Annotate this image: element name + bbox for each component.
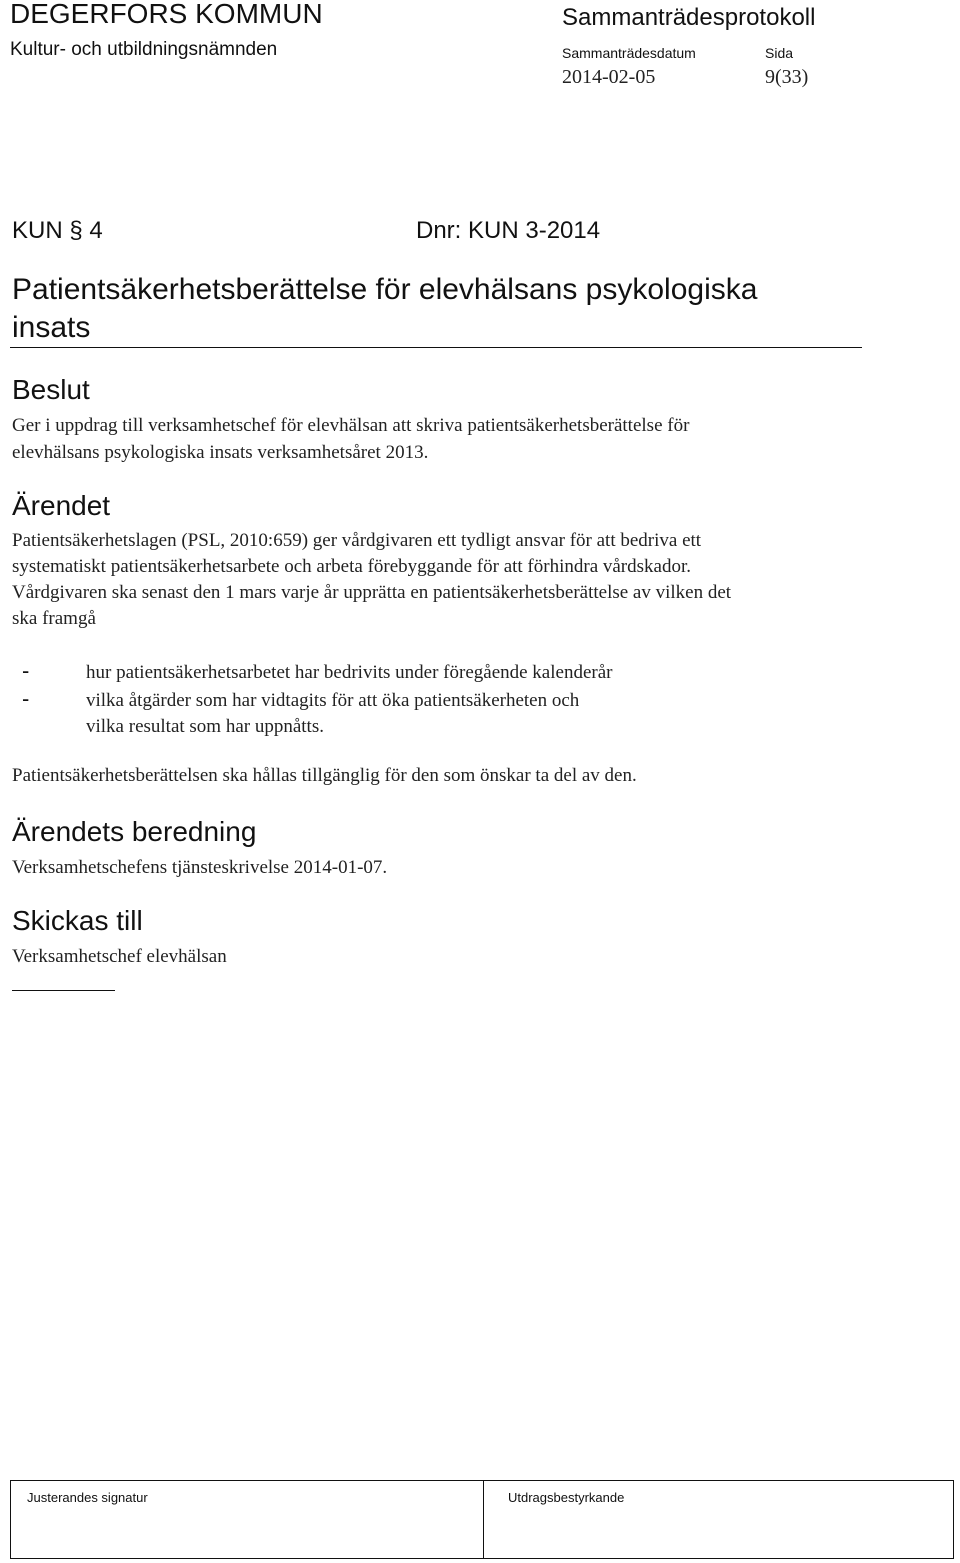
section-heading-beslut: Beslut [12,374,90,405]
page-label: Sida [765,45,794,61]
meeting-date-value: 2014-02-05 [562,66,656,88]
adjuster-signature-label: Justerandes signatur [27,1490,148,1505]
municipality-name: DEGERFORS KOMMUN [10,0,323,29]
arendet-line: ska framgå [12,608,96,629]
bullet-marker: - [22,658,30,683]
extract-certification-label: Utdragsbestyrkande [508,1490,625,1505]
arendet-line: Patientsäkerhetslagen (PSL, 2010:659) ger vårdgivaren ett tydligt ansvar för att bedriva ett [12,530,702,551]
page-number-value: 9(33) [765,66,809,88]
signature-box-divider [483,1481,484,1558]
item-dnr: Dnr: KUN 3-2014 [416,217,601,244]
skickas-till-text: Verksamhetschef elevhälsan [12,946,227,967]
section-heading-arendet: Ärendet [12,490,111,521]
item-title-line-1: Patientsäkerhetsberättelse för elevhälsans psykologiska [12,273,758,306]
arendet-line: systematiskt patientsäkerhetsarbete och arbeta förebyggande för att förhindra vårdskador. [12,556,691,577]
arendet-closing: Patientsäkerhetsberättelsen ska hållas tillgänglig för den som önskar ta del av den. [12,765,637,786]
item-number: KUN § 4 [12,217,103,244]
document-type: Sammanträdesprotokoll [562,4,816,31]
section-heading-beredning: Ärendets beredning [12,816,257,847]
arendet-line: Vårdgivaren ska senast den 1 mars varje år upprätta en patientsäkerhetsberättelse av vilken det [12,582,732,603]
end-rule [12,990,115,991]
bullet-marker: - [22,686,30,711]
bullet-item-text: hur patientsäkerhetsarbetet har bedrivits under föregående kalenderår [86,662,613,683]
beslut-line: Ger i uppdrag till verksamhetschef för elevhälsan att skriva patientsäkerhetsberättelse för [12,415,690,436]
item-title-line-2: insats [12,311,91,344]
beredning-text: Verksamhetschefens tjänsteskrivelse 2014-01-07. [12,857,388,878]
committee-name: Kultur- och utbildningsnämnden [10,39,278,60]
section-heading-skickas-till: Skickas till [12,905,143,936]
bullet-item-text: vilka resultat som har uppnåtts. [86,716,324,737]
beslut-line: elevhälsans psykologiska insats verksamhetsåret 2013. [12,442,429,463]
meeting-date-label: Sammanträdesdatum [562,45,696,61]
title-divider [10,347,862,348]
bullet-item-text: vilka åtgärder som har vidtagits för att öka patientsäkerheten och [86,690,580,711]
signature-box [10,1480,954,1559]
